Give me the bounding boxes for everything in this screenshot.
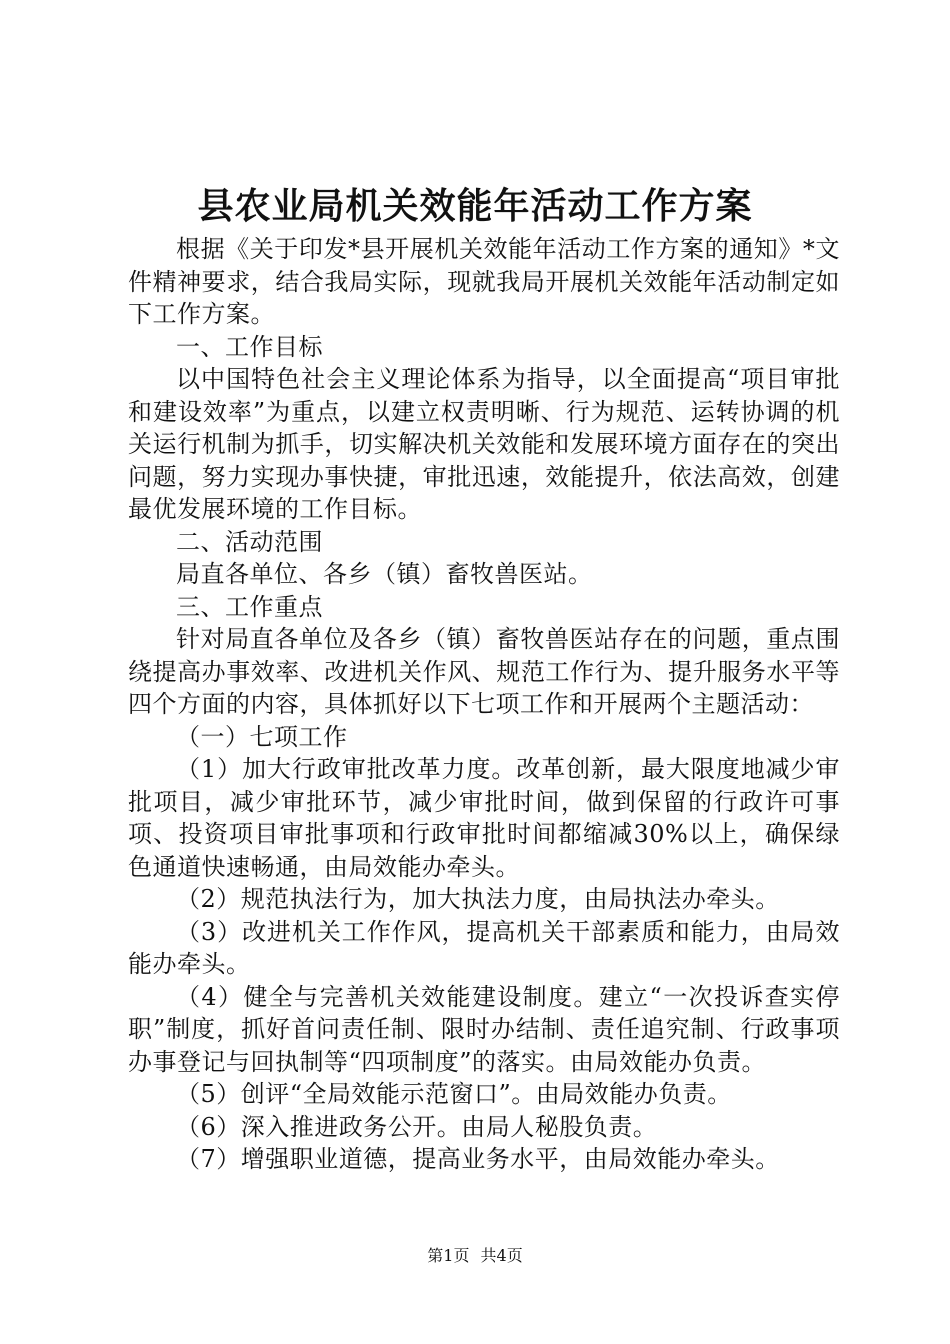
document-title: 县农业局机关效能年活动工作方案 bbox=[197, 185, 753, 227]
task-item-5: （5）创评“全局效能示范窗口”。由局效能办负责。 bbox=[176, 1080, 732, 1108]
task-item-1: （1）加大行政审批改革力度。改革创新，最大限度地减少审批项目，减少审批环节，减少审批时间，做到保留的行政许可事项、投资项目审批事项和行政审批时间都缩减30%以上，确保绿色通道快速畅通，由局效能办牵头。 bbox=[128, 755, 840, 881]
heading-work-goal: 一、工作目标 bbox=[176, 332, 323, 361]
task-item-4: （4）健全与完善机关效能建设制度。建立“一次投诉查实停职”制度，抓好首问责任制、限时办结制、责任追究制、行政事项办事登记与回执制等“四项制度”的落实。由局效能办负责。 bbox=[128, 982, 840, 1076]
paragraph-activity-scope: 局直各单位、各乡（镇）畜牧兽医站。 bbox=[176, 560, 593, 588]
paragraph-work-focus: 针对局直各单位及各乡（镇）畜牧兽医站存在的问题，重点围绕提高办事效率、改进机关作风、规范工作行为、提升服务水平等四个方面的内容，具体抓好以下七项工作和开展两个主题活动： bbox=[128, 625, 840, 718]
task-item-7: （7）增强职业道德，提高业务水平，由局效能办牵头。 bbox=[176, 1145, 780, 1173]
paragraph-work-goal: 以中国特色社会主义理论体系为指导，以全面提高“项目审批和建设效率”为重点，以建立权责明晰、行为规范、运转协调的机关运行机制为抓手，切实解决机关效能和发展环境方面存在的突出问题，努力实现办事快捷，审批迅速，效能提升，依法高效，创建最优发展环境的工作目标。 bbox=[128, 365, 840, 523]
task-item-2: （2）规范执法行为，加大执法力度，由局执法办牵头。 bbox=[176, 885, 780, 913]
paragraph-intro: 根据《关于印发*县开展机关效能年活动工作方案的通知》*文件精神要求，结合我局实际，现就我局开展机关效能年活动制定如下工作方案。 bbox=[128, 235, 840, 328]
page-number: 第1页 bbox=[427, 1246, 470, 1265]
task-item-3: （3）改进机关工作作风，提高机关干部素质和能力，由局效能办牵头。 bbox=[128, 917, 840, 978]
subheading-seven-tasks: （一）七项工作 bbox=[176, 722, 348, 751]
page-footer bbox=[0, 1245, 950, 1267]
task-item-6: （6）深入推进政务公开。由局人秘股负责。 bbox=[176, 1112, 658, 1141]
heading-activity-scope: 二、活动范围 bbox=[176, 527, 323, 556]
document-body bbox=[128, 233, 840, 1176]
heading-work-focus: 三、工作重点 bbox=[176, 592, 323, 621]
page-total: 共4页 bbox=[480, 1246, 523, 1265]
